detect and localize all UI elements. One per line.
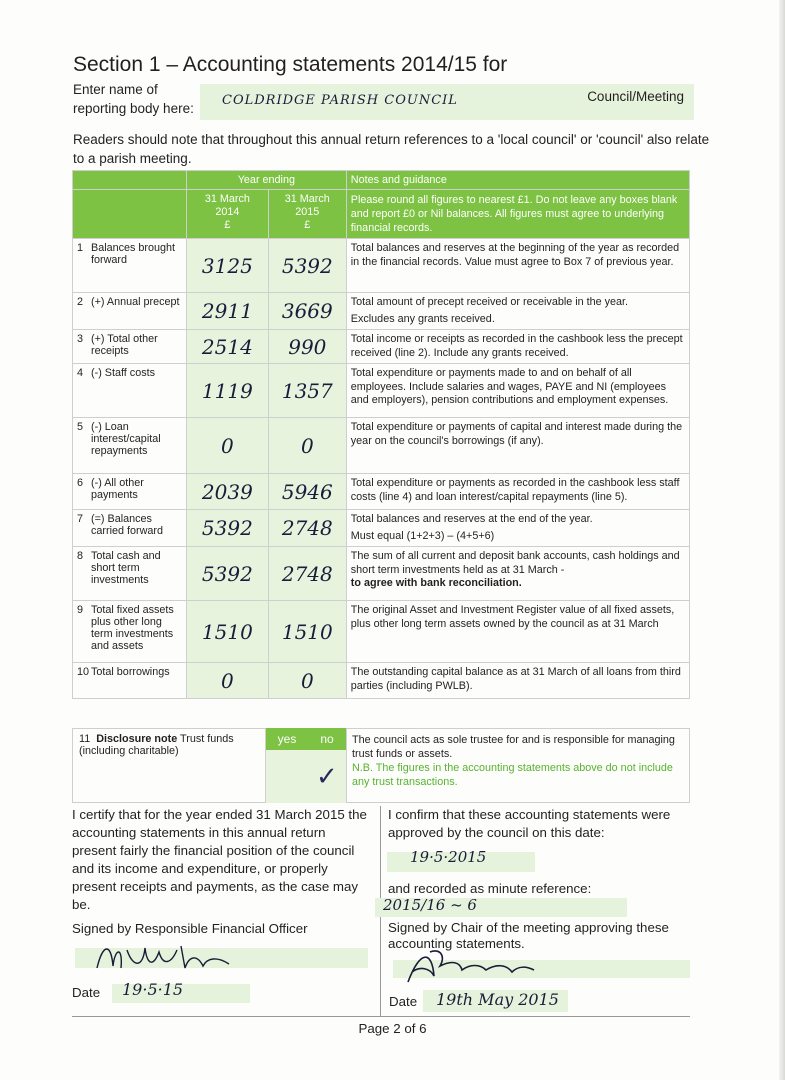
readers-note: Readers should note that throughout this annual return references to a 'local council' or 'council' also relate to a parish meeting. xyxy=(73,132,710,166)
row-label: 10 Total borrowings xyxy=(73,663,187,699)
rfo-signature-icon xyxy=(93,938,233,978)
row-label: 8 Total cash and short term investments xyxy=(73,547,187,601)
value-2014[interactable]: 0 xyxy=(186,418,268,474)
rfo-date-value: 19·5·15 xyxy=(122,980,184,999)
value-2015[interactable]: 3669 xyxy=(268,293,346,330)
value-2015[interactable]: 0 xyxy=(268,418,346,474)
row-note: Total balances and reserves at the end of the year. Must equal (1+2+3) – (4+5+6) xyxy=(346,510,689,547)
chair-signature-icon xyxy=(400,946,540,988)
row-label: 1 Balances brought forward xyxy=(73,239,187,293)
rfo-certification: I certify that for the year ended 31 March 2015 the accounting statements in this annual return present fairly the financial position of the council and its income and expenditure, or properly present receipts and payments, as the case may be. xyxy=(72,807,367,912)
statement-row xyxy=(73,547,690,601)
no-checkbox[interactable] xyxy=(308,750,346,803)
row-label: 2 (+) Annual precept xyxy=(73,293,187,330)
row-note: Total expenditure or payments as recorded in the cashbook less staff costs (line 4) and loan interest/capital repayments (line 5). xyxy=(346,474,689,510)
row-note: The sum of all current and deposit bank accounts, cash holdings and short term investments held as at 31 March - to agree with bank reconciliation. xyxy=(346,547,689,601)
value-2014[interactable]: 5392 xyxy=(186,510,268,547)
statement-row xyxy=(73,601,690,663)
statement-row xyxy=(73,510,690,547)
reporting-body-name: COLDRIDGE PARISH COUNCIL xyxy=(222,93,458,108)
statement-row xyxy=(73,364,690,418)
row-label: 9 Total fixed assets plus other long term investments and assets xyxy=(73,601,187,663)
row-note: The outstanding capital balance as at 31 March of all loans from third parties (including PWLB). xyxy=(346,663,689,699)
value-2014[interactable]: 5392 xyxy=(186,547,268,601)
yes-header: yes xyxy=(266,728,308,750)
approval-confirmation: I confirm that these accounting statements were approved by the council on this date: xyxy=(388,807,671,840)
row-label: 7 (=) Balances carried forward xyxy=(73,510,187,547)
rfo-date-label: Date xyxy=(72,985,101,1000)
statement-row xyxy=(73,418,690,474)
value-2015[interactable]: 1357 xyxy=(268,364,346,418)
page-title: Section 1 – Accounting statements 2014/15 for xyxy=(73,53,508,76)
value-2014[interactable]: 0 xyxy=(186,663,268,699)
row-note: Total balances and reserves at the beginning of the year as recorded in the financial records. Value must agree to Box 7 of previous year. xyxy=(346,239,689,293)
value-2014[interactable]: 1119 xyxy=(186,364,268,418)
rfo-signed-label: Signed by Responsible Financial Officer xyxy=(72,921,308,936)
col-2014-header: 31 March 2014 £ xyxy=(186,190,268,239)
col-2015-header: 31 March 2015 £ xyxy=(268,190,346,239)
value-2014[interactable]: 2911 xyxy=(186,293,268,330)
value-2015[interactable]: 2748 xyxy=(268,510,346,547)
row-label: 6 (-) All other payments xyxy=(73,474,187,510)
disclosure-label: 11 Disclosure note Trust funds (including charitable) xyxy=(72,728,266,803)
chair-date-value: 19th May 2015 xyxy=(436,990,559,1009)
footer-rule xyxy=(72,1016,690,1017)
chair-date-label: Date xyxy=(389,994,418,1009)
minute-reference-label: and recorded as minute reference: xyxy=(388,881,592,896)
value-2014[interactable]: 1510 xyxy=(186,601,268,663)
no-header: no xyxy=(308,728,346,750)
disclosure-notes: The council acts as sole trustee for and is responsible for managing trust funds or assets. N.B. The figures in the accounting statements above do not include any trust transactions. xyxy=(346,728,690,803)
chair-signed-label: Signed by Chair of the meeting approving these accounting statements. xyxy=(388,920,669,951)
statement-row xyxy=(73,474,690,510)
page-edge xyxy=(779,0,785,1080)
notes-guidance-header: Notes and guidance xyxy=(346,171,689,190)
notes-intro: Please round all figures to nearest £1. Do not leave any boxes blank and report £0 or Nil balances. All figures must agree to underlying financial records. xyxy=(346,190,689,239)
statement-row xyxy=(73,239,690,293)
value-2015[interactable]: 5392 xyxy=(268,239,346,293)
row-note: Total expenditure or payments of capital and interest made during the year on the council's borrowings (if any). xyxy=(346,418,689,474)
row-label: 4 (-) Staff costs xyxy=(73,364,187,418)
row-note: Total expenditure or payments made to and on behalf of all employees. Include salaries and wages, PAYE and NI (employees and employers), pension contributions and employment expenses. xyxy=(346,364,689,418)
row-label: 3 (+) Total other receipts xyxy=(73,330,187,364)
page-number: Page 2 of 6 xyxy=(358,1021,427,1036)
value-2015[interactable]: 990 xyxy=(268,330,346,364)
reporting-body-field[interactable] xyxy=(200,84,694,120)
year-ending-header: Year ending xyxy=(186,171,346,190)
value-2015[interactable]: 1510 xyxy=(268,601,346,663)
value-2014[interactable]: 2039 xyxy=(186,474,268,510)
row-note: Total income or receipts as recorded in the cashbook less the precept received (line 2). Include any grants received. xyxy=(346,330,689,364)
council-meeting-label: Council/Meeting xyxy=(587,89,684,104)
check-icon: ✓ xyxy=(316,762,338,792)
enter-name-label: Enter name of reporting body here: xyxy=(73,82,194,116)
statement-row xyxy=(73,293,690,330)
minute-reference-value: 2015/16 ~ 6 xyxy=(383,896,477,914)
value-2014[interactable]: 2514 xyxy=(186,330,268,364)
yes-checkbox[interactable] xyxy=(266,750,308,803)
value-2015[interactable]: 5946 xyxy=(268,474,346,510)
value-2015[interactable]: 0 xyxy=(268,663,346,699)
disclosure-note-row xyxy=(72,728,690,803)
accounting-statements-table xyxy=(72,170,690,699)
row-note: Total amount of precept received or receivable in the year. Excludes any grants received. xyxy=(346,293,689,330)
row-label: 5 (-) Loan interest/capital repayments xyxy=(73,418,187,474)
approval-date-value: 19·5·2015 xyxy=(410,848,487,866)
statement-row xyxy=(73,330,690,364)
value-2015[interactable]: 2748 xyxy=(268,547,346,601)
statement-row xyxy=(73,663,690,699)
row-note: The original Asset and Investment Register value of all fixed assets, plus other long term assets owned by the council as at 31 March xyxy=(346,601,689,663)
value-2014[interactable]: 3125 xyxy=(186,239,268,293)
